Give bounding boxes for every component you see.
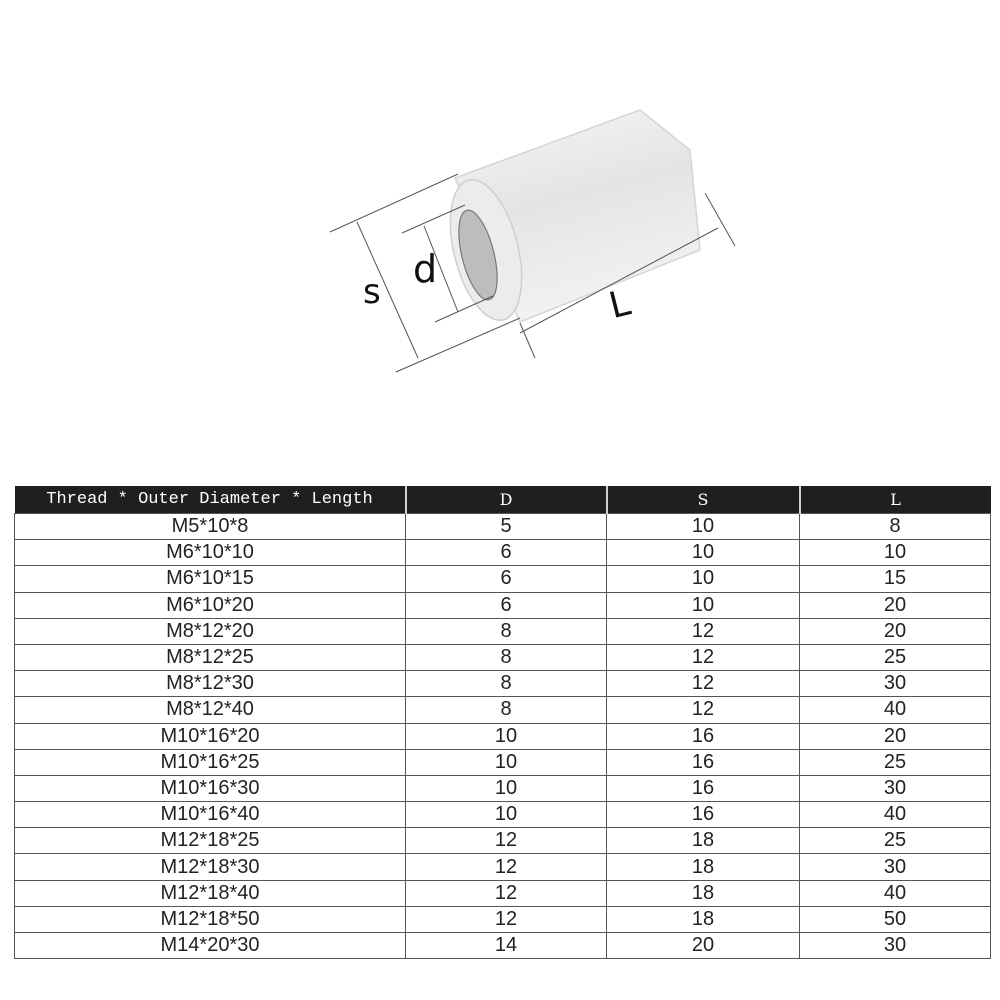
cell-d: 10 xyxy=(406,723,607,749)
cell-l: 20 xyxy=(800,592,991,618)
coupling-nut-diagram xyxy=(0,0,1000,470)
cell-l: 30 xyxy=(800,671,991,697)
cell-s: 16 xyxy=(607,749,800,775)
table-row xyxy=(15,697,991,723)
cell-d: 12 xyxy=(406,906,607,932)
table-row xyxy=(15,749,991,775)
cell-d: 6 xyxy=(406,566,607,592)
header-s: S xyxy=(607,486,800,514)
cell-l: 25 xyxy=(800,749,991,775)
cell-size: M8*12*40 xyxy=(15,697,406,723)
cell-s: 10 xyxy=(607,592,800,618)
cell-s: 20 xyxy=(607,933,800,959)
table-row xyxy=(15,906,991,932)
cell-size: M10*16*40 xyxy=(15,802,406,828)
cell-d: 8 xyxy=(406,697,607,723)
table-row xyxy=(15,592,991,618)
table-row xyxy=(15,514,991,540)
cell-l: 20 xyxy=(800,723,991,749)
L-dimension-label: L xyxy=(605,282,635,328)
cell-l: 25 xyxy=(800,644,991,670)
cell-s: 16 xyxy=(607,802,800,828)
cell-s: 10 xyxy=(607,514,800,540)
cell-s: 12 xyxy=(607,671,800,697)
cell-size: M8*12*25 xyxy=(15,644,406,670)
cell-l: 30 xyxy=(800,933,991,959)
cell-size: M12*18*25 xyxy=(15,828,406,854)
table-header-row xyxy=(15,486,991,514)
cell-l: 15 xyxy=(800,566,991,592)
table-row xyxy=(15,775,991,801)
cell-l: 8 xyxy=(800,514,991,540)
cell-s: 18 xyxy=(607,828,800,854)
cell-s: 16 xyxy=(607,775,800,801)
cell-l: 10 xyxy=(800,540,991,566)
cell-l: 40 xyxy=(800,880,991,906)
table-row xyxy=(15,618,991,644)
cell-s: 16 xyxy=(607,723,800,749)
cell-d: 5 xyxy=(406,514,607,540)
cell-l: 30 xyxy=(800,775,991,801)
cell-size: M6*10*10 xyxy=(15,540,406,566)
cell-size: M10*16*20 xyxy=(15,723,406,749)
cell-size: M6*10*20 xyxy=(15,592,406,618)
cell-size: M14*20*30 xyxy=(15,933,406,959)
cell-l: 40 xyxy=(800,697,991,723)
table-row xyxy=(15,566,991,592)
header-d: D xyxy=(406,486,607,514)
cell-d: 14 xyxy=(406,933,607,959)
cell-size: M12*18*30 xyxy=(15,854,406,880)
cell-s: 18 xyxy=(607,854,800,880)
cell-s: 10 xyxy=(607,540,800,566)
cell-size: M8*12*20 xyxy=(15,618,406,644)
cell-d: 10 xyxy=(406,802,607,828)
table-row xyxy=(15,854,991,880)
header-thread-size: Thread * Outer Diameter * Length xyxy=(15,486,406,514)
cell-d: 10 xyxy=(406,749,607,775)
cell-size: M12*18*40 xyxy=(15,880,406,906)
cell-l: 25 xyxy=(800,828,991,854)
cell-d: 12 xyxy=(406,828,607,854)
table-row xyxy=(15,933,991,959)
cell-size: M6*10*15 xyxy=(15,566,406,592)
specification-table xyxy=(14,486,991,959)
cell-d: 6 xyxy=(406,540,607,566)
table-row xyxy=(15,880,991,906)
cell-d: 8 xyxy=(406,671,607,697)
cell-s: 12 xyxy=(607,644,800,670)
cell-s: 12 xyxy=(607,697,800,723)
d-dimension-label: d xyxy=(413,247,438,291)
cell-d: 8 xyxy=(406,644,607,670)
cell-s: 18 xyxy=(607,880,800,906)
table-row xyxy=(15,540,991,566)
coupling-nut-body xyxy=(438,110,700,328)
cell-size: M10*16*25 xyxy=(15,749,406,775)
cell-d: 10 xyxy=(406,775,607,801)
table-row xyxy=(15,723,991,749)
cell-s: 10 xyxy=(607,566,800,592)
cell-d: 12 xyxy=(406,854,607,880)
cell-s: 18 xyxy=(607,906,800,932)
cell-s: 12 xyxy=(607,618,800,644)
cell-size: M12*18*50 xyxy=(15,906,406,932)
cell-l: 20 xyxy=(800,618,991,644)
table-row xyxy=(15,828,991,854)
header-l: L xyxy=(800,486,991,514)
cell-d: 12 xyxy=(406,880,607,906)
table-row xyxy=(15,671,991,697)
s-dimension-label: s xyxy=(363,272,381,312)
cell-size: M10*16*30 xyxy=(15,775,406,801)
cell-size: M5*10*8 xyxy=(15,514,406,540)
cell-size: M8*12*30 xyxy=(15,671,406,697)
cell-d: 6 xyxy=(406,592,607,618)
cell-l: 30 xyxy=(800,854,991,880)
table-row xyxy=(15,802,991,828)
cell-l: 50 xyxy=(800,906,991,932)
cell-l: 40 xyxy=(800,802,991,828)
cell-d: 8 xyxy=(406,618,607,644)
table-row xyxy=(15,644,991,670)
